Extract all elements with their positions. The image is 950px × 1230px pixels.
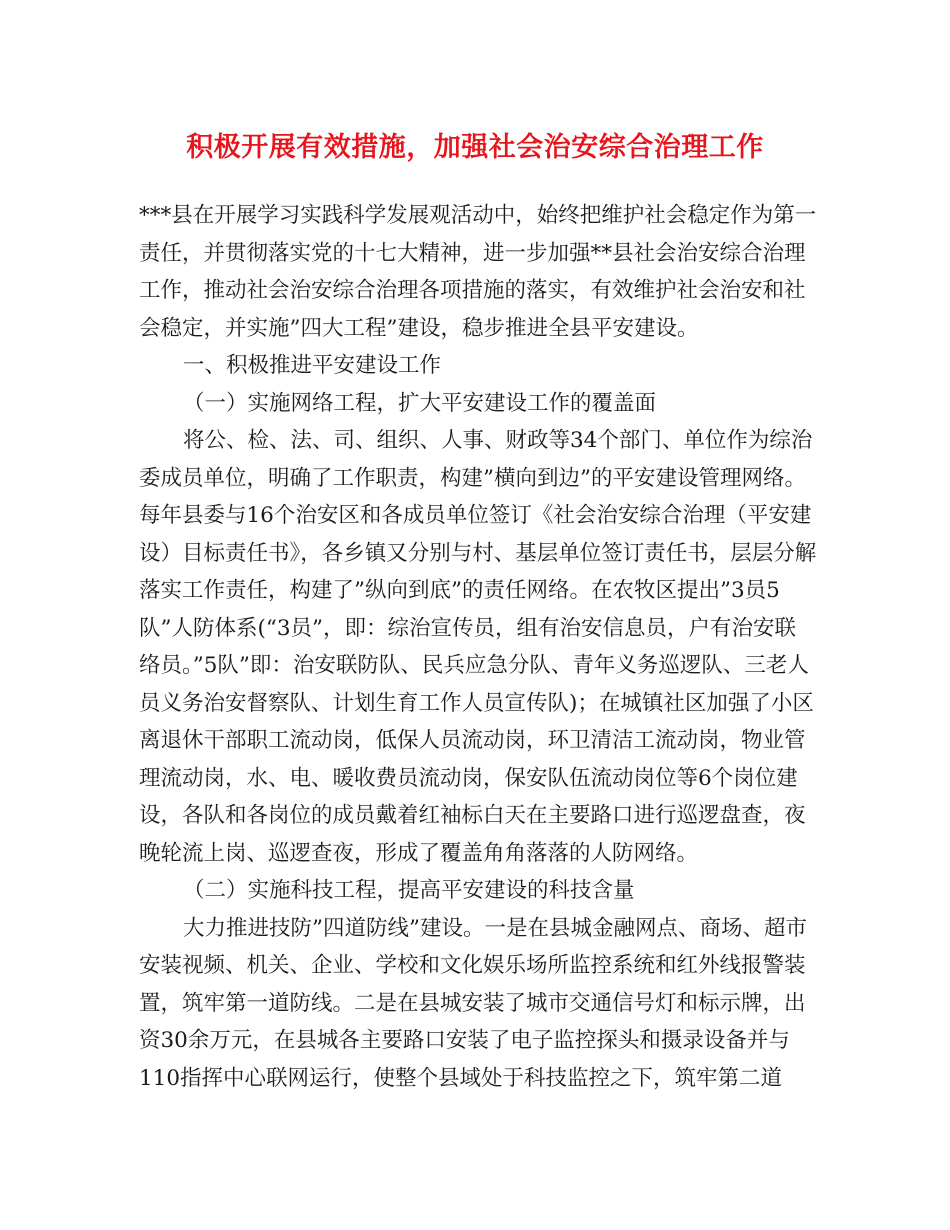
- document-title: 积极开展有效措施，加强社会治安综合治理工作: [186, 132, 764, 163]
- body-paragraph-technology: 大力推进技防”四道防线”建设。一是在县城金融网点、商场、超市安装视频、机关、企业、学校和文化娱乐场所监控系统和红外线报警装置，筑牢第一道防线。二是在县城安装了城市交通信号灯和标示牌，出资30余万元，在县城各主要路口安装了电子监控探头和摄录设备并与110指挥中心联网运行，使整个县域处于科技监控之下，筑牢第二道: [139, 915, 807, 1091]
- subsection-heading-2: （二）实施科技工程，提高平安建设的科技含量: [183, 878, 635, 903]
- document-body: [139, 197, 817, 1097]
- section-heading-1: 一、积极推进平安建设工作: [183, 353, 442, 378]
- body-paragraph-network: 将公、检、法、司、组织、人事、财政等34个部门、单位作为综治委成员单位，明确了工作职责，构建”横向到边”的平安建设管理网络。每年县委与16个治安区和各成员单位签订《社会治安综合治理（平安建设）目标责任书》，各乡镇又分别与村、基层单位签订责任书，层层分解落实工作责任，构建了”纵向到底”的责任网络。在农牧区提出”3员5队”人防体系(“3员”，即：综治宣传员，组有治安信息员，户有治安联络员。”5队”即：治安联防队、民兵应急分队、青年义务巡逻队、三老人员义务治安督察队、计划生育工作人员宣传队)；在城镇社区加强了小区离退休干部职工流动岗，低保人员流动岗，环卫清洁工流动岗，物业管理流动岗，水、电、暖收费员流动岗，保安队伍流动岗位等6个岗位建设，各队和各岗位的成员戴着红袖标白天在主要路口进行巡逻盘查，夜晚轮流上岗、巡逻查夜，形成了覆盖角角落落的人防网络。: [139, 428, 817, 866]
- intro-paragraph: ***县在开展学习实践科学发展观活动中，始终把维护社会稳定作为第一责任，并贯彻落实党的十七大精神，进一步加强**县社会治安综合治理工作，推动社会治安综合治理各项措施的落实，有效维护社会治安和社会稳定，并实施”四大工程”建设，稳步推进全县平安建设。: [139, 203, 817, 341]
- subsection-heading-1: （一）实施网络工程，扩大平安建设工作的覆盖面: [183, 390, 657, 416]
